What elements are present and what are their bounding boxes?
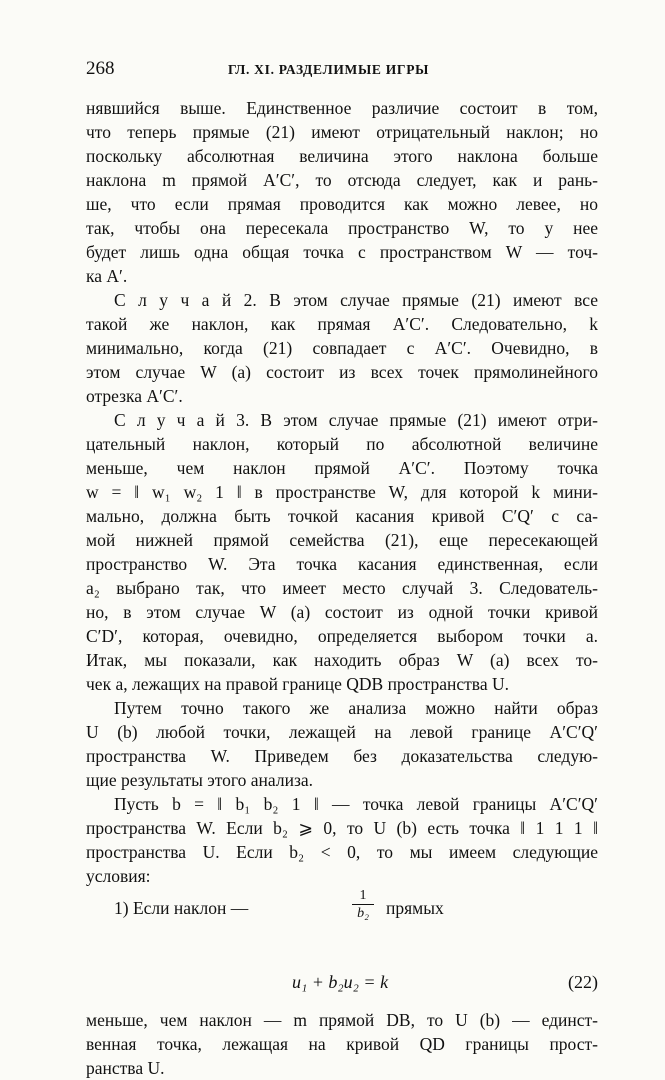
- text-line: поскольку абсолютная величина этого наклона больше: [86, 146, 598, 166]
- text-line: наклона m прямой A′C′, то отсюда следует, как и рань-: [86, 170, 598, 190]
- text-line: С л у ч а й 3. В этом случае прямые (21) имеют отри-: [114, 410, 598, 430]
- text-line: ранства U.: [86, 1058, 165, 1078]
- text-line: этом случае W (a) состоит из всех точек прямолинейного: [86, 362, 598, 382]
- text-line: пространства W. Приведем без доказательства следую-: [86, 746, 598, 766]
- text-line: меньше, чем наклон — m прямой DB, то U (b) — единст-: [86, 1010, 598, 1030]
- text-line: мой нижней прямой семейства (21), еще пересекающей: [86, 530, 598, 550]
- text-line: пространство W. Эта точка касания единственная, если: [86, 554, 598, 574]
- text-line: такой же наклон, как прямая A′C′. Следовательно, k: [86, 314, 598, 334]
- fraction: [352, 888, 374, 923]
- text-line: w = ‖ w₁ w₂ 1 ‖ в пространстве W, для которой k мини-: [86, 482, 598, 502]
- equation: u₁ + b₂u₂ = k: [292, 972, 389, 992]
- running-title: ГЛ. XI. РАЗДЕЛИМЫЕ ИГРЫ: [228, 62, 430, 77]
- text-line: цательный наклон, который по абсолютной величине: [86, 434, 598, 454]
- equation-number: (22): [568, 972, 598, 992]
- text-line: щие результаты этого анализа.: [86, 770, 313, 790]
- item-1-after: прямых: [386, 898, 444, 918]
- page-number: 268: [86, 58, 115, 79]
- fraction-numerator: 1: [352, 888, 374, 905]
- text-line: венная точка, лежащая на кривой QD границы прост-: [86, 1034, 598, 1054]
- text-line: что теперь прямые (21) имеют отрицательный наклон; но: [86, 122, 598, 142]
- fraction-denominator: b₂: [357, 906, 369, 921]
- text-line: мально, должна быть точкой касания кривой C′Q′ с са-: [86, 506, 598, 526]
- text-line: пространства W. Если b₂ ⩾ 0, то U (b) есть точка ‖ 1 1 1 ‖: [86, 818, 598, 838]
- item-1-lead: 1) Если наклон —: [114, 898, 249, 918]
- text-line: минимально, когда (21) совпадает с A′C′. Очевидно, в: [86, 338, 598, 358]
- text-line: С л у ч а й 2. В этом случае прямые (21) имеют все: [114, 290, 598, 310]
- text-line: U (b) любой точки, лежащей на левой границе A′C′Q′: [86, 722, 598, 742]
- text-line: Пусть b = ‖ b₁ b₂ 1 ‖ — точка левой границы A′C′Q′: [114, 794, 598, 814]
- text-line: ше, что если прямая проводится как можно левее, но: [86, 194, 598, 214]
- equation-22: [86, 964, 598, 1008]
- text-line: C′D′, которая, очевидно, определяется выбором точки a.: [86, 626, 598, 646]
- page-body: [86, 96, 598, 1080]
- text-line: пространства U. Если b₂ < 0, то мы имеем следующие: [86, 842, 598, 862]
- text-line: Итак, мы показали, как находить образ W (a) всех то-: [86, 650, 598, 670]
- text-line: условия:: [86, 866, 151, 886]
- page-header: [86, 58, 598, 82]
- item-1: [86, 888, 598, 964]
- text-line: но, в этом случае W (a) состоит из одной точки кривой: [86, 602, 598, 622]
- text-line: так, чтобы она пересекала пространство W, то у нее: [86, 218, 598, 238]
- text-line: Путем точно такого же анализа можно найти образ: [114, 698, 598, 718]
- text-line: a₂ выбрано так, что имеет место случай 3. Следователь-: [86, 578, 598, 598]
- text-line: отрезка A′C′.: [86, 386, 183, 406]
- text-line: будет лишь одна общая точка с пространством W — точ-: [86, 242, 598, 262]
- text-line: ка A′.: [86, 266, 128, 286]
- text-line: чек a, лежащих на правой границе QDB пространства U.: [86, 674, 509, 694]
- text-line: нявшийся выше. Единственное различие состоит в том,: [86, 98, 598, 118]
- text-line: меньше, чем наклон прямой A′C′. Поэтому точка: [86, 458, 598, 478]
